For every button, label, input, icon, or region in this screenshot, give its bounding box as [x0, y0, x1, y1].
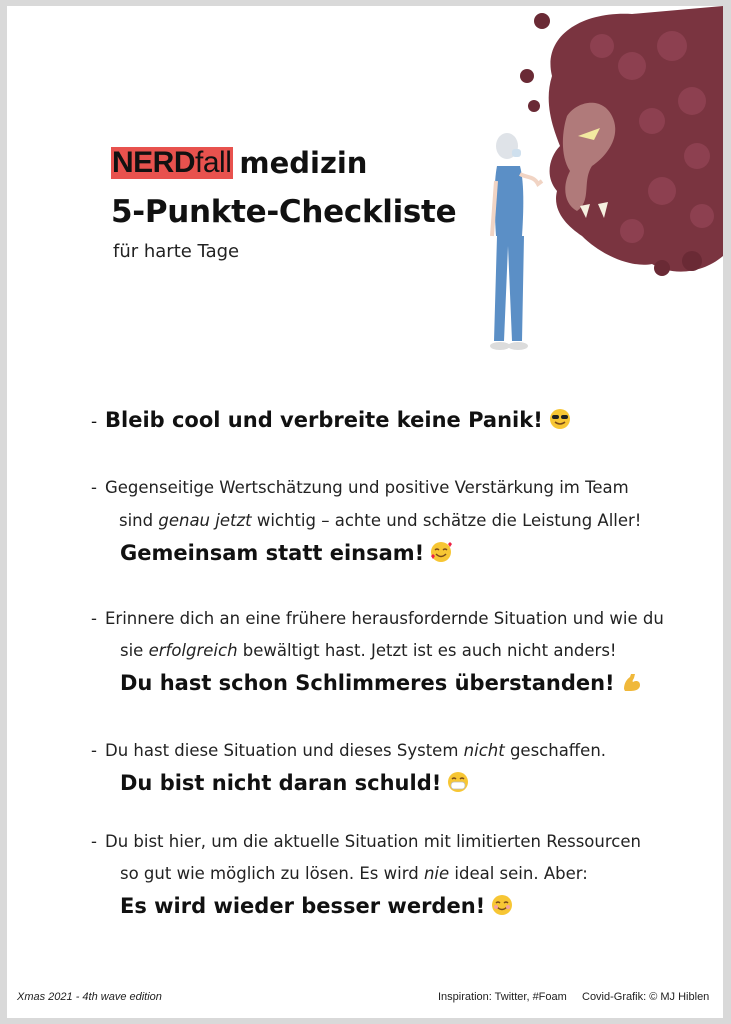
item-5-line-1 — [91, 832, 641, 851]
item-5-line-2 — [120, 864, 588, 883]
item-4-headline — [120, 771, 469, 795]
item-2-line-2-text-b: wichtig – achte und schätze die Leistung Aller! — [251, 511, 642, 530]
item-2-headline-text: Gemeinsam statt einsam! — [120, 541, 425, 565]
item-5-line-2-text-a: so gut wie möglich zu lösen. Es wird — [120, 864, 424, 883]
item-4-line-1-text-b: geschaffen. — [504, 741, 607, 760]
item-dash: - — [91, 609, 97, 628]
item-3-line-1 — [91, 609, 664, 628]
smiling-face-with-hearts-icon — [430, 541, 452, 563]
item-2-line-1 — [91, 478, 629, 497]
flexed-biceps-icon — [621, 671, 643, 693]
brand-logo — [111, 143, 367, 183]
checklist-page — [7, 6, 723, 1018]
item-5-line-2-text-b: ideal sein. Aber: — [449, 864, 588, 883]
item-4-line-1-emphasis: nicht — [463, 741, 505, 760]
item-5-line-1-text: Du bist hier, um die aktuelle Situation mit limitierten Ressourcen — [105, 832, 641, 851]
footer-inspiration: Inspiration: Twitter, #Foam — [438, 991, 567, 1003]
item-3-line-1-text: Erinnere dich an eine frühere herausfordernde Situation und wie du — [105, 609, 664, 628]
item-2-line-1-text: Gegenseitige Wertschätzung und positive Verstärkung im Team — [105, 478, 629, 497]
item-3-line-2-text-a: sie — [120, 641, 149, 660]
footer-credit: Covid-Grafik: © MJ Hiblen — [582, 991, 710, 1003]
smiling-face-icon — [491, 894, 513, 916]
item-dash: - — [91, 478, 97, 497]
footer-edition: Xmas 2021 - 4th wave edition — [17, 991, 162, 1003]
item-1-headline — [91, 408, 571, 432]
item-4-headline-text: Du bist nicht daran schuld! — [120, 771, 442, 795]
brand-highlight — [111, 147, 233, 179]
item-dash: - — [91, 412, 98, 432]
item-3-line-2-emphasis: erfolgreich — [148, 641, 238, 660]
item-5-headline — [120, 894, 513, 918]
item-5-line-2-emphasis: nie — [423, 864, 450, 883]
item-2-line-2 — [119, 511, 641, 530]
virus-monster-graphic — [520, 6, 723, 276]
item-3-headline-text: Du hast schon Schlimmeres überstanden! — [120, 671, 615, 695]
brand-nerd-text: NERD — [112, 146, 196, 179]
smiling-face-with-sunglasses-icon — [549, 408, 571, 430]
item-3-headline — [120, 671, 643, 695]
face-with-medical-mask-icon — [447, 771, 469, 793]
item-2-line-2-emphasis: genau jetzt — [158, 511, 252, 530]
item-1-headline-text: Bleib cool und verbreite keine Panik! — [105, 408, 543, 432]
item-5-headline-text: Es wird wieder besser werden! — [120, 894, 486, 918]
brand-fall-text: fall — [195, 146, 232, 179]
item-4-line-1 — [91, 741, 606, 760]
nurse-figure-graphic — [490, 133, 542, 350]
page-title: 5-Punkte-Checkliste — [111, 194, 457, 230]
virus-monster-and-nurse-illustration — [482, 6, 723, 366]
item-4-line-1-text-a: Du hast diese Situation und dieses System — [105, 741, 464, 760]
item-2-line-2-text-a: sind — [119, 511, 159, 530]
page-subtitle: für harte Tage — [113, 241, 240, 262]
item-dash: - — [91, 741, 97, 760]
item-3-line-2 — [120, 641, 617, 660]
item-dash: - — [91, 832, 97, 851]
item-3-line-2-text-b: bewältigt hast. Jetzt ist es auch nicht anders! — [237, 641, 617, 660]
item-2-headline — [120, 541, 452, 565]
brand-medizin-text: medizin — [239, 146, 368, 180]
